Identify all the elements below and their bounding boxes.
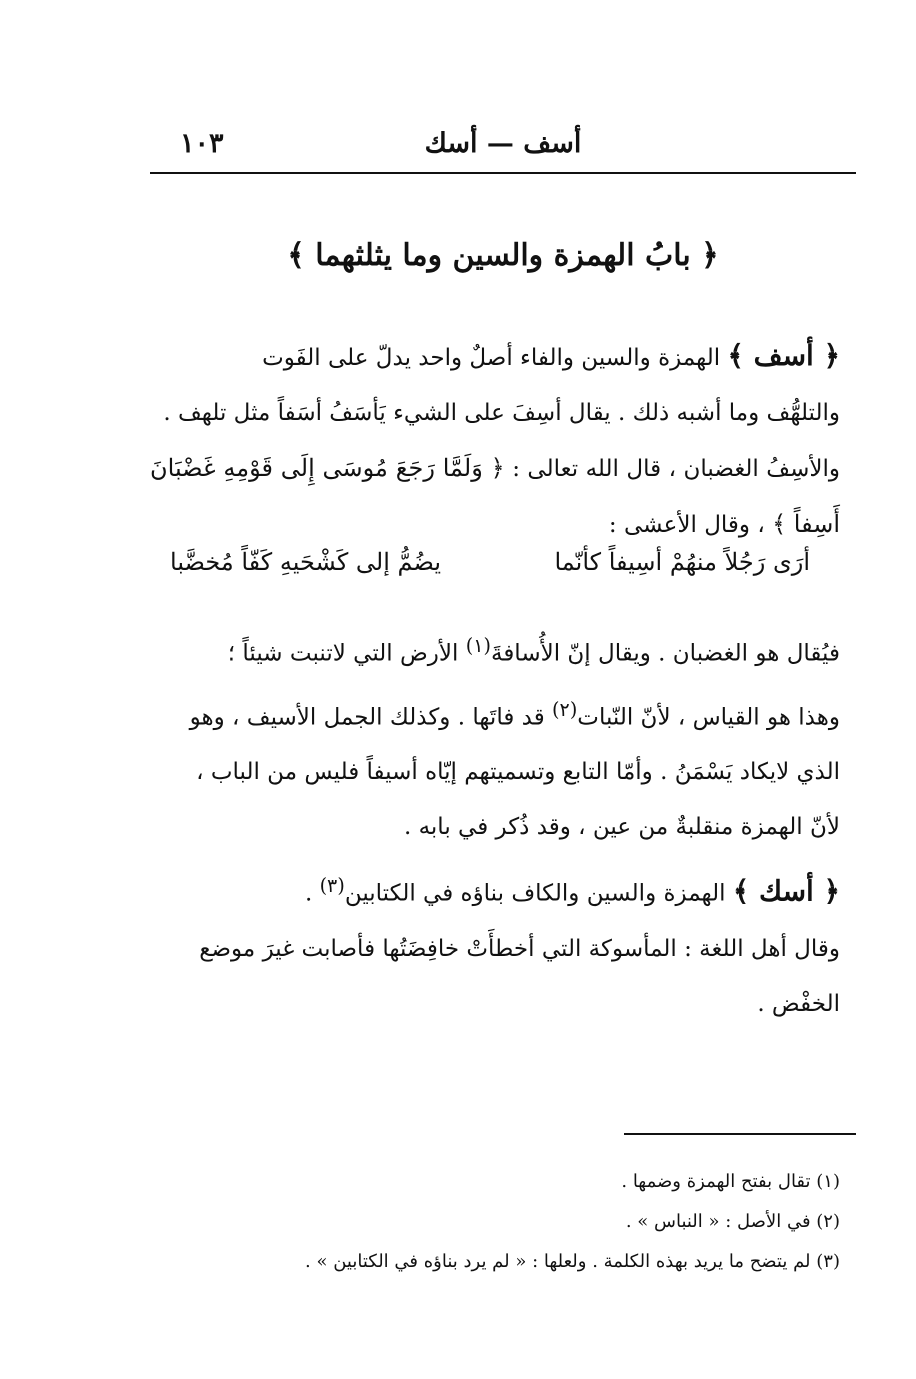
poetry-verse (170, 548, 810, 576)
entry-asak-line1 (150, 858, 840, 922)
para-line: لأنّ الهمزة منقلبةٌ من عين ، وقد ذُكر في بابه . (403, 814, 840, 841)
footnote-rule (624, 1133, 856, 1135)
footnote-ref[interactable]: (٣) (319, 874, 345, 897)
entry-asaf (150, 328, 840, 553)
footnote-3: (٣) لم يتضح ما يريد بهذه الكلمة . ولعلها : « لم يرد بناؤه في الكتابين » . (305, 1251, 840, 1272)
entry-asaf-line1 (150, 328, 840, 386)
text-span: الهمزة والسين والكاف بناؤه في الكتابين (344, 880, 726, 907)
footnote-ref[interactable]: (١) (465, 634, 491, 657)
text-span: وهذا هو القياس ، لأنّ النّبات (577, 704, 840, 731)
entry-asak (150, 858, 840, 1032)
text-span: فيُقال هو الغضبان . ويقال إنّ الأُسافةَ (490, 640, 840, 667)
running-header (150, 118, 856, 170)
footnote-ref[interactable]: (٢) (552, 697, 578, 721)
header-title: أسف — أسك (424, 128, 582, 159)
entry-asak-line2: وقال أهل اللغة : المأسوكة التي أخطأَتْ خافِضَتُها فأصابت غيرَ موضع (199, 935, 840, 962)
headword-asak: ﴿ أسك ﴾ (732, 874, 840, 908)
entry-asaf-line3 (150, 441, 840, 553)
entry-asak-line3: الخفْض . (757, 990, 840, 1017)
headword-asaf: ﴿ أسف ﴾ (727, 339, 840, 372)
footnotes (240, 1162, 840, 1282)
text-span: . (304, 880, 313, 907)
text-span: قد فاتَها . وكذلك الجمل الأسيف ، وهو (189, 704, 545, 731)
text-span: ، وقال الأعشى : (608, 512, 765, 538)
page-number: ١٠٣ (180, 128, 224, 159)
text-span: والأسِفُ الغضبان ، قال الله تعالى : (512, 456, 840, 482)
quran-quote: ﴿ وَلَمَّا رَجَعَ مُوسَى إِلَى قَوْمِهِ غَضْبَانَ أَسِفاً ﴾ (150, 454, 840, 538)
para-line (150, 682, 840, 746)
para-line: الذي لايكاد يَسْمَنُ . وأمّا التابع وتسميتهم إيّاه أسيفاً فليس من الباب ، (196, 759, 840, 786)
footnote-1: (١) تقال بفتح الهمزة وضمها . (621, 1171, 840, 1192)
text-span: الأرض التي لاتنبت شيئاً ؛ (227, 640, 459, 667)
verse-hemistich-second: يضُمُّ إلى كَشْحَيهِ كَفّاً مُخضَّبا (170, 548, 441, 576)
text-span: الهمزة والسين والفاء أصلٌ واحد يدلّ على الفَوت (262, 345, 721, 371)
header-rule (150, 172, 856, 174)
para-line (150, 618, 840, 682)
footnote-2: (٢) في الأصل : « النباس » . (625, 1211, 840, 1232)
verse-hemistich-first: أرَى رَجُلاً منهُمْ أسِيفاً كأنّما (554, 548, 810, 576)
entry-asaf-line2: والتلهُّف وما أشبه ذلك . يقال أسِفَ على الشيء يَأسَفُ أسَفاً مثل تلهف . (163, 400, 840, 426)
entry-asaf-paragraph2 (150, 618, 840, 855)
chapter-title: ﴿ بابُ الهمزة والسين وما يثلثهما ﴾ (287, 238, 719, 273)
